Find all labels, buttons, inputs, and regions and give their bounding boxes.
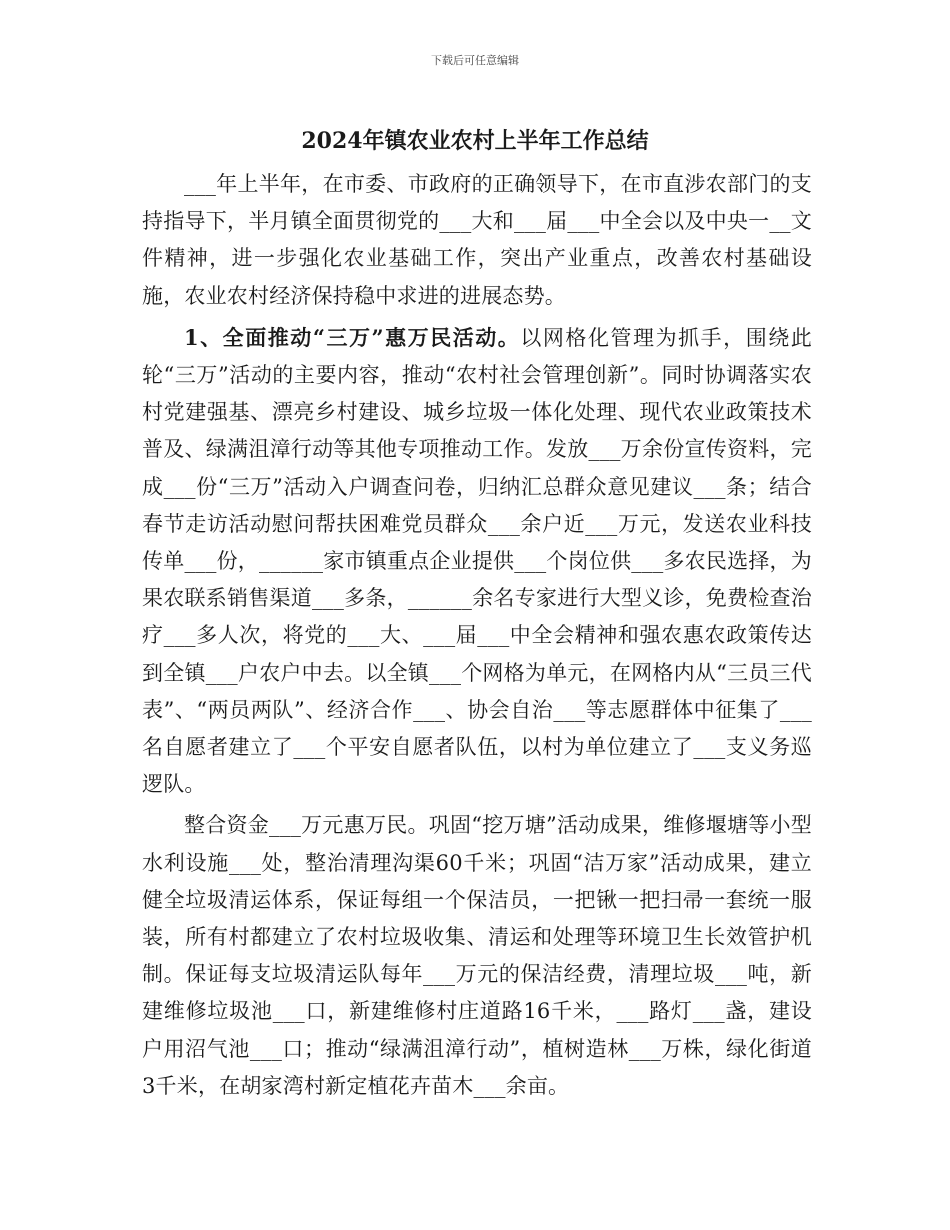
- section-heading: 1、全面推动“三万”惠万民活动。: [184, 324, 521, 350]
- paragraph-text: 以网格化管理为抓手，围绕此轮“三万”活动的主要内容，推动“农村社会管理创新”。同时协调落实农村党建强基、漂亮乡村建设、城乡垃圾一体化处理、现代农业政策技术普及、绿满沮漳行动等其他专项推动工作。发放___万余份宣传资料，完成___份“三万”活动入户调查问卷，归纳汇总群众意见建议___条；结合春节走访活动慰问帮扶困难党员群众___余户近___万元，发送农业科技传单___份，______家市镇重点企业提供___个岗位供___多农民选择，为果农联系销售渠道___多条，______余名专家进行大型义诊，免费检查治疗___多人次，将党的___大、___届___中全会精神和强农惠农政策传达到全镇___户农户中去。以全镇___个网格为单元，在网格内从“三员三代表”、“两员两队”、经济合作___、协会自治___等志愿群体中征集了___名自愿者建立了___个平安自愿者队伍，以村为单位建立了___支义务巡逻队。: [142, 325, 812, 797]
- page-header: 下载后可任意编辑: [431, 54, 519, 67]
- paragraph-section-1: [142, 319, 812, 804]
- paragraph-funds: [142, 807, 812, 1105]
- document-title: 2024年镇农业农村上半年工作总结: [301, 128, 649, 154]
- paragraph-text: 整合资金___万元惠万民。巩固“挖万塘”活动成果，维修堰塘等小型水利设施___处，整治清理沟渠60千米；巩固“洁万家”活动成果，建立健全垃圾清运体系，保证每组一个保洁员，一把锹一把扫帚一套统一服装，所有村都建立了农村垃圾收集、清运和处理等环境卫生长效管护机制。保证每支垃圾清运队每年___万元的保洁经费，清理垃圾___吨，新建维修垃圾池___口，新建维修村庄道路16千米，___路灯___盏，建设户用沼气池___口；推动“绿满沮漳行动”，植树造林___万株，绿化街道3千米，在胡家湾村新定植花卉苗木___余亩。: [142, 813, 812, 1098]
- document-body: [142, 166, 812, 1109]
- paragraph-intro: [142, 166, 812, 315]
- paragraph-text: ___年上半年，在市委、市政府的正确领导下，在市直涉农部门的支持指导下，半月镇全面贯彻党的___大和___届___中全会以及中央一__文件精神，进一步强化农业基础工作，突出产业重点，改善农村基础设施，农业农村经济保持稳中求进的进展态势。: [142, 172, 812, 308]
